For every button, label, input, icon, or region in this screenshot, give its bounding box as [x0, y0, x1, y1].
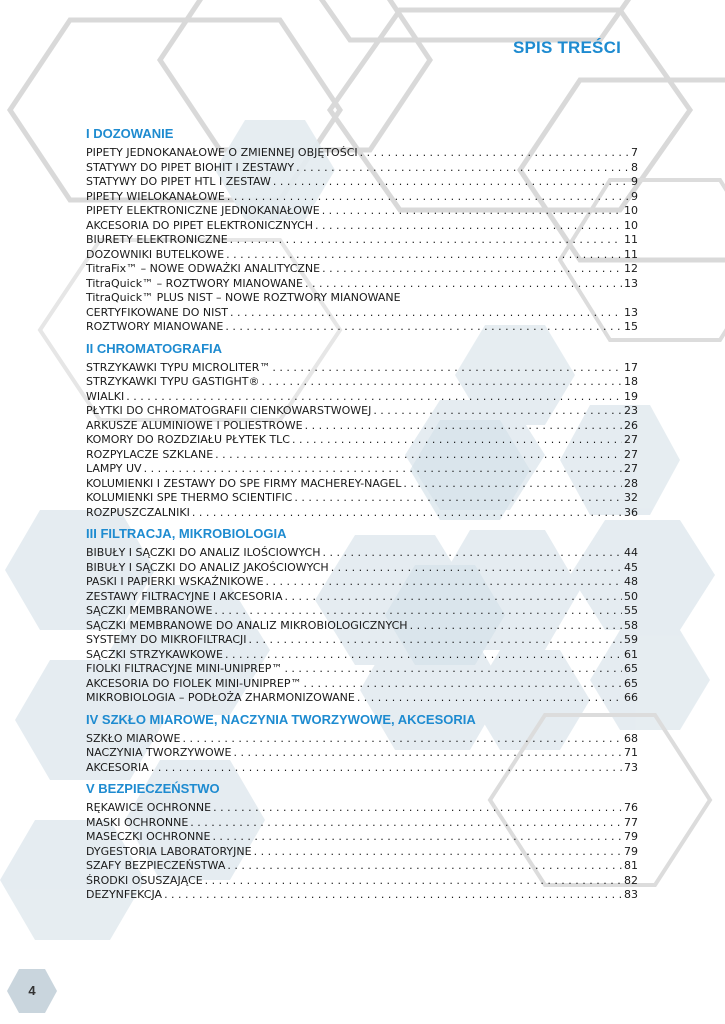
dot-leader	[266, 575, 622, 590]
page-title: SPIS TREŚCI	[512, 38, 621, 57]
section-heading: I DOZOWANIE	[86, 126, 174, 141]
entry-page: 61	[624, 647, 638, 661]
entry-title: SĄCZKI MEMBRANOWE	[86, 604, 213, 617]
dot-leader	[144, 462, 622, 477]
entry-page: 79	[624, 844, 638, 858]
dot-leader	[284, 662, 622, 677]
entry-page: 11	[624, 233, 638, 246]
dot-leader	[227, 190, 629, 205]
toc-entry[interactable]	[86, 361, 638, 376]
entry-list	[86, 732, 638, 776]
toc-entry[interactable]	[86, 746, 638, 761]
entry-page: 83	[624, 888, 638, 901]
toc-entry[interactable]	[86, 677, 638, 692]
toc-entry[interactable]	[86, 845, 638, 860]
entry-title: SĄCZKI MEMBRANOWE DO ANALIZ MIKROBIOLOGICZNYCH	[86, 618, 408, 632]
toc-section-dozowanie	[86, 124, 638, 335]
entry-page: 65	[624, 662, 638, 675]
entry-page: 79	[624, 830, 638, 843]
dot-leader	[360, 146, 629, 161]
dot-leader	[249, 633, 622, 648]
toc-entry[interactable]	[86, 306, 638, 321]
dot-leader	[192, 506, 622, 521]
entry-title: ZESTAWY FILTRACYJNE I AKCESORIA	[86, 589, 283, 603]
dot-leader	[226, 248, 622, 263]
toc-entry[interactable]	[86, 633, 638, 648]
entry-title: TitraQuick™ – ROZTWORY MIANOWANE	[86, 276, 303, 290]
entry-title: STRZYKAWKI TYPU MICROLITER™	[86, 360, 271, 374]
dot-leader	[164, 888, 622, 903]
dot-leader	[126, 390, 622, 405]
table-of-contents	[86, 124, 638, 907]
entry-page: 9	[631, 189, 638, 203]
section-heading: III FILTRACJA, MIKROBIOLOGIA	[86, 526, 287, 541]
entry-title: LAMPY UV	[86, 462, 142, 475]
entry-title: BIBUŁY I SĄCZKI DO ANALIZ JAKOŚCIOWYCH	[86, 560, 329, 574]
toc-entry[interactable]	[86, 375, 638, 390]
entry-page: 19	[624, 389, 638, 403]
entry-title: ROZPYLACZE SZKLANE	[86, 447, 214, 461]
dot-leader	[322, 204, 622, 219]
entry-page: 44	[624, 546, 638, 559]
toc-entry[interactable]	[86, 175, 638, 190]
entry-page: 71	[624, 746, 638, 759]
toc-entry[interactable]	[86, 575, 638, 590]
toc-entry[interactable]	[86, 161, 638, 176]
entry-title: SZKŁO MIAROWE	[86, 731, 181, 745]
dot-leader	[304, 677, 622, 692]
dot-leader	[205, 874, 622, 889]
entry-title: BIURETY ELEKTRONICZNE	[86, 233, 228, 246]
entry-title: DOZOWNIKI BUTELKOWE	[86, 247, 225, 261]
entry-title: MASKI OCHRONNE	[86, 815, 189, 829]
toc-entry[interactable]	[86, 801, 638, 816]
entry-title: DYGESTORIA LABORATORYJNE	[86, 844, 252, 858]
dot-leader	[151, 761, 622, 776]
toc-entry[interactable]	[86, 477, 638, 492]
entry-title: PIPETY WIELOKANAŁOWE	[86, 189, 225, 203]
entry-page: 50	[624, 589, 638, 603]
entry-page: 32	[624, 491, 638, 504]
toc-entry[interactable]	[86, 390, 638, 405]
toc-entry[interactable]	[86, 691, 638, 706]
entry-list	[86, 801, 638, 903]
toc-entry[interactable]	[86, 662, 638, 677]
toc-entry[interactable]	[86, 561, 638, 576]
dot-leader	[373, 404, 622, 419]
section-heading: V BEZPIECZEŃSTWO	[86, 781, 220, 796]
toc-entry[interactable]	[86, 219, 638, 234]
toc-entry[interactable]	[86, 648, 638, 663]
toc-entry[interactable]	[86, 248, 638, 263]
toc-entry[interactable]	[86, 404, 638, 419]
entry-page: 66	[624, 691, 638, 704]
toc-entry[interactable]	[86, 448, 638, 463]
dot-leader	[294, 491, 622, 506]
entry-page: 73	[624, 760, 638, 774]
toc-entry[interactable]	[86, 262, 638, 277]
dot-leader	[322, 546, 622, 561]
entry-title: MIKROBIOLOGIA – PODŁOŻA ZHARMONIZOWANE	[86, 691, 355, 704]
dot-leader	[254, 845, 622, 860]
toc-entry[interactable]	[86, 816, 638, 831]
entry-list	[86, 146, 638, 335]
dot-leader	[305, 419, 622, 434]
entry-title: RĘKAWICE OCHRONNE	[86, 801, 212, 814]
toc-entry[interactable]	[86, 190, 638, 205]
entry-page: 27	[624, 447, 638, 461]
entry-title: SYSTEMY DO MIKROFILTRACJI	[86, 633, 247, 646]
entry-page: 7	[631, 146, 638, 159]
dot-leader	[212, 830, 622, 845]
entry-title: AKCESORIA DO FIOLEK MINI-UNIPREP™	[86, 676, 302, 690]
dot-leader	[315, 219, 622, 234]
toc-section-szklo	[86, 710, 638, 776]
entry-title: DEZYNFEKCJA	[86, 888, 163, 901]
section-heading: II CHROMATOGRAFIA	[86, 340, 223, 356]
entry-title: ARKUSZE ALUMINIOWE I POLIESTROWE	[86, 418, 303, 432]
toc-entry[interactable]	[86, 506, 638, 521]
entry-title: STRZYKAWKI TYPU GASTIGHT®	[86, 375, 260, 388]
dot-leader	[296, 161, 629, 176]
toc-entry[interactable]	[86, 233, 638, 248]
section-heading: IV SZKŁO MIAROWE, NACZYNIA TWORZYWOWE, AKCESORIA	[86, 711, 476, 727]
entry-title: AKCESORIA	[86, 760, 149, 774]
dot-leader	[284, 590, 622, 605]
dot-leader	[182, 732, 622, 747]
entry-title: AKCESORIA DO PIPET ELEKTRONICZNYCH	[86, 218, 314, 232]
dot-leader	[214, 604, 622, 619]
entry-title: TitraFix™ – NOWE ODWAŻKI ANALITYCZNE	[86, 262, 321, 275]
entry-page: 77	[624, 815, 638, 829]
entry-page: 59	[624, 633, 638, 646]
toc-entry[interactable]	[86, 146, 638, 161]
page-number: 4	[28, 983, 36, 998]
toc-entry[interactable]	[86, 830, 638, 845]
entry-page: 18	[624, 375, 638, 388]
dot-leader	[234, 746, 622, 761]
entry-title: KOLUMIENKI SPE THERMO SCIENTIFIC	[86, 491, 293, 504]
entry-title: FIOLKI FILTRACYJNE MINI-UNIPREP™	[86, 662, 283, 675]
entry-page: 81	[624, 859, 638, 872]
entry-title: ŚRODKI OSUSZAJĄCE	[86, 873, 203, 887]
dot-leader	[227, 859, 622, 874]
entry-title: MASECZKI OCHRONNE	[86, 830, 211, 843]
dot-leader	[213, 801, 622, 816]
entry-page: 13	[624, 305, 638, 319]
entry-page: 12	[624, 262, 638, 275]
dot-leader	[230, 306, 622, 321]
toc-entry[interactable]	[86, 462, 638, 477]
dot-leader	[225, 320, 622, 335]
toc-entry[interactable]	[86, 320, 638, 335]
entry-page: 76	[624, 801, 638, 814]
entry-page: 15	[624, 320, 638, 333]
entry-page: 28	[624, 476, 638, 490]
toc-section-chromatografia	[86, 339, 638, 521]
entry-title: NACZYNIA TWORZYWOWE	[86, 746, 232, 759]
entry-page: 48	[624, 575, 638, 588]
dot-leader	[225, 648, 622, 663]
entry-title: PIPETY JEDNOKANAŁOWE O ZMIENNEJ OBJĘTOŚCI	[86, 146, 358, 159]
entry-page: 26	[624, 418, 638, 432]
entry-page: 55	[624, 604, 638, 617]
toc-entry[interactable]	[86, 604, 638, 619]
entry-page: 10	[624, 204, 638, 217]
dot-leader	[262, 375, 622, 390]
dot-leader	[403, 477, 622, 492]
toc-entry[interactable]	[86, 546, 638, 561]
toc-entry[interactable]	[86, 277, 638, 292]
toc-section-bezpieczenstwo	[86, 779, 638, 903]
entry-title: BIBUŁY I SĄCZKI DO ANALIZ ILOŚCIOWYCH	[86, 546, 321, 559]
entry-page: 36	[624, 505, 638, 519]
entry-page: 11	[624, 247, 638, 261]
dot-leader	[273, 175, 629, 190]
entry-title: KOLUMIENKI I ZESTAWY DO SPE FIRMY MACHEREY-NAGEL	[86, 476, 402, 490]
entry-page: 10	[624, 218, 638, 232]
entry-title: PIPETY ELEKTRONICZNE JEDNOKANAŁOWE	[86, 204, 320, 217]
toc-entry[interactable]	[86, 619, 638, 634]
entry-title: PASKI I PAPIERKI WSKAŹNIKOWE	[86, 575, 264, 588]
toc-entry[interactable]	[86, 491, 638, 506]
entry-page: 65	[624, 676, 638, 690]
entry-title: ROZPUSZCZALNIKI	[86, 505, 190, 519]
toc-entry[interactable]	[86, 859, 638, 874]
entry-title: STATYWY DO PIPET HTL I ZESTAW	[86, 175, 271, 188]
entry-page: 8	[631, 160, 638, 174]
entry-title: TitraQuick™ PLUS NIST – NOWE ROZTWORY MIANOWANE	[86, 291, 401, 304]
entry-list	[86, 361, 638, 521]
dot-leader	[230, 233, 622, 248]
entry-title: STATYWY DO PIPET BIOHIT I ZESTAWY	[86, 160, 295, 174]
toc-entry[interactable]	[86, 590, 638, 605]
entry-page: 13	[624, 276, 638, 290]
dot-leader	[292, 433, 622, 448]
dot-leader	[215, 448, 622, 463]
dot-leader	[305, 277, 622, 292]
toc-entry[interactable]	[86, 761, 638, 776]
toc-entry[interactable]	[86, 888, 638, 903]
toc-section-filtracja	[86, 524, 638, 706]
entry-page: 68	[624, 731, 638, 745]
entry-page: 17	[624, 360, 638, 374]
entry-page: 9	[631, 175, 638, 188]
entry-page: 58	[624, 618, 638, 632]
dot-leader	[410, 619, 622, 634]
dot-leader	[272, 361, 622, 376]
entry-page: 82	[624, 873, 638, 887]
page-number-badge	[6, 968, 58, 1014]
entry-title: PŁYTKI DO CHROMATOGRAFII CIENKOWARSTWOWEJ	[86, 404, 372, 417]
toc-entry[interactable]	[86, 419, 638, 434]
dot-leader	[322, 262, 622, 277]
entry-title: SZAFY BEZPIECZEŃSTWA	[86, 859, 226, 872]
entry-title: ROZTWORY MIANOWANE	[86, 320, 224, 333]
toc-entry[interactable]	[86, 433, 638, 448]
entry-list	[86, 546, 638, 706]
entry-title: CERTYFIKOWANE DO NIST	[86, 305, 229, 319]
toc-entry[interactable]	[86, 732, 638, 747]
entry-title: KOMORY DO ROZDZIAŁU PŁYTEK TLC	[86, 433, 290, 446]
dot-leader	[190, 816, 622, 831]
toc-entry-continued[interactable]	[86, 291, 638, 306]
entry-title: SĄCZKI STRZYKAWKOWE	[86, 647, 224, 661]
entry-page: 27	[624, 433, 638, 446]
dot-leader	[357, 691, 622, 706]
toc-entry[interactable]	[86, 874, 638, 889]
entry-title: WIALKI	[86, 389, 125, 403]
entry-page: 23	[624, 404, 638, 417]
entry-page: 45	[624, 560, 638, 574]
toc-entry[interactable]	[86, 204, 638, 219]
dot-leader	[331, 561, 622, 576]
entry-page: 27	[624, 462, 638, 475]
